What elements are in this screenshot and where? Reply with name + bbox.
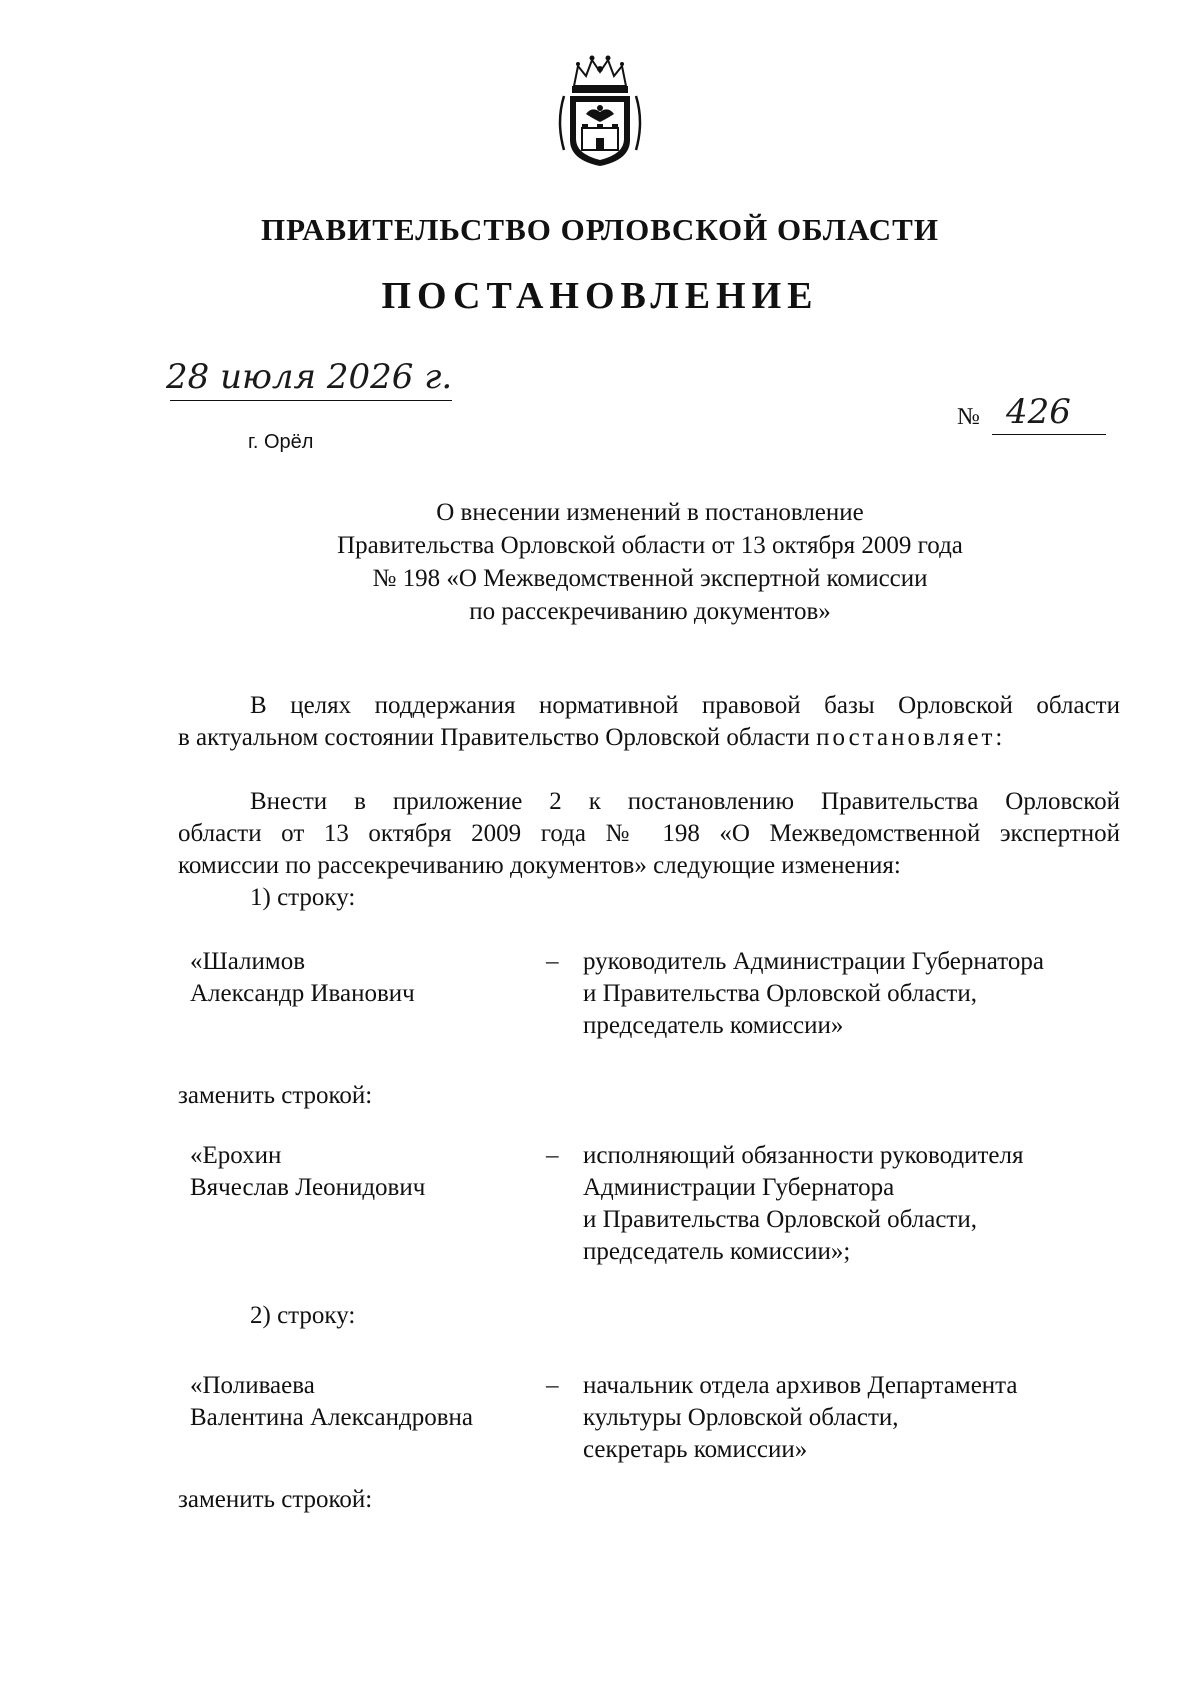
dash: – (546, 948, 559, 975)
item-label: 2) строку: (250, 1302, 356, 1329)
member-position-old-secretary: начальник отдела архивов Департамента культуры Орловской области, секретарь комиссии» (583, 1372, 1018, 1463)
member-position-new-chair: исполняющий обязанности руководителя Администрации Губернатора и Правительства Орловской области, председатель комиссии»; (583, 1142, 1024, 1265)
replace-label: заменить строкой: (178, 1486, 373, 1513)
member-position-old-chair: руководитель Администрации Губернатора и Правительства Орловской области, председатель комиссии» (583, 948, 1044, 1039)
dash: – (546, 1142, 559, 1169)
preamble (178, 690, 1120, 754)
number-label: № (957, 404, 980, 430)
number-handwritten: 426 (1006, 392, 1071, 432)
city: г. Орёл (248, 431, 314, 453)
replace-label: заменить строкой: (178, 1082, 373, 1109)
date-handwritten: 28 июля 2026 г. (166, 356, 453, 397)
government-name: ПРАВИТЕЛЬСТВО ОРЛОВСКОЙ ОБЛАСТИ (261, 212, 939, 247)
document-type: ПОСТАНОВЛЕНИЕ (381, 275, 819, 317)
item-label: 1) строку: (250, 884, 356, 911)
coat-of-arms (552, 52, 648, 172)
member-name-old-chair: «Шалимов Александр Иванович (190, 948, 415, 1007)
coat-of-arms-icon (552, 52, 648, 172)
subject-line: по рассекречиванию документов» (469, 598, 831, 625)
document-subject (0, 496, 1200, 628)
subject-line: О внесении изменений в постановление (436, 499, 864, 526)
member-name-new-chair: «Ерохин Вячеслав Леонидович (190, 1142, 426, 1201)
preamble-line: в актуальном состоянии Правительство Орловской области (178, 724, 810, 751)
preamble-line: В целях поддержания нормативной правовой базы Орловской области (250, 692, 1120, 719)
body-line: области от 13 октября 2009 года № 198 «О Межведомственной экспертной (178, 820, 1120, 847)
subject-line: Правительства Орловской области от 13 октября 2009 года (337, 532, 963, 559)
body-line: Внести в приложение 2 к постановлению Правительства Орловской (250, 788, 1120, 815)
body-intro (178, 786, 1120, 914)
number-underline (992, 434, 1106, 435)
dash: – (546, 1372, 559, 1399)
decree-verb: постановляет: (816, 724, 1006, 751)
date-underline (170, 400, 452, 401)
member-name-old-secretary: «Поливаева Валентина Александровна (190, 1372, 473, 1431)
body-line: комиссии по рассекречиванию документов» следующие изменения: (178, 852, 901, 879)
subject-line: № 198 «О Межведомственной экспертной комиссии (372, 565, 928, 592)
